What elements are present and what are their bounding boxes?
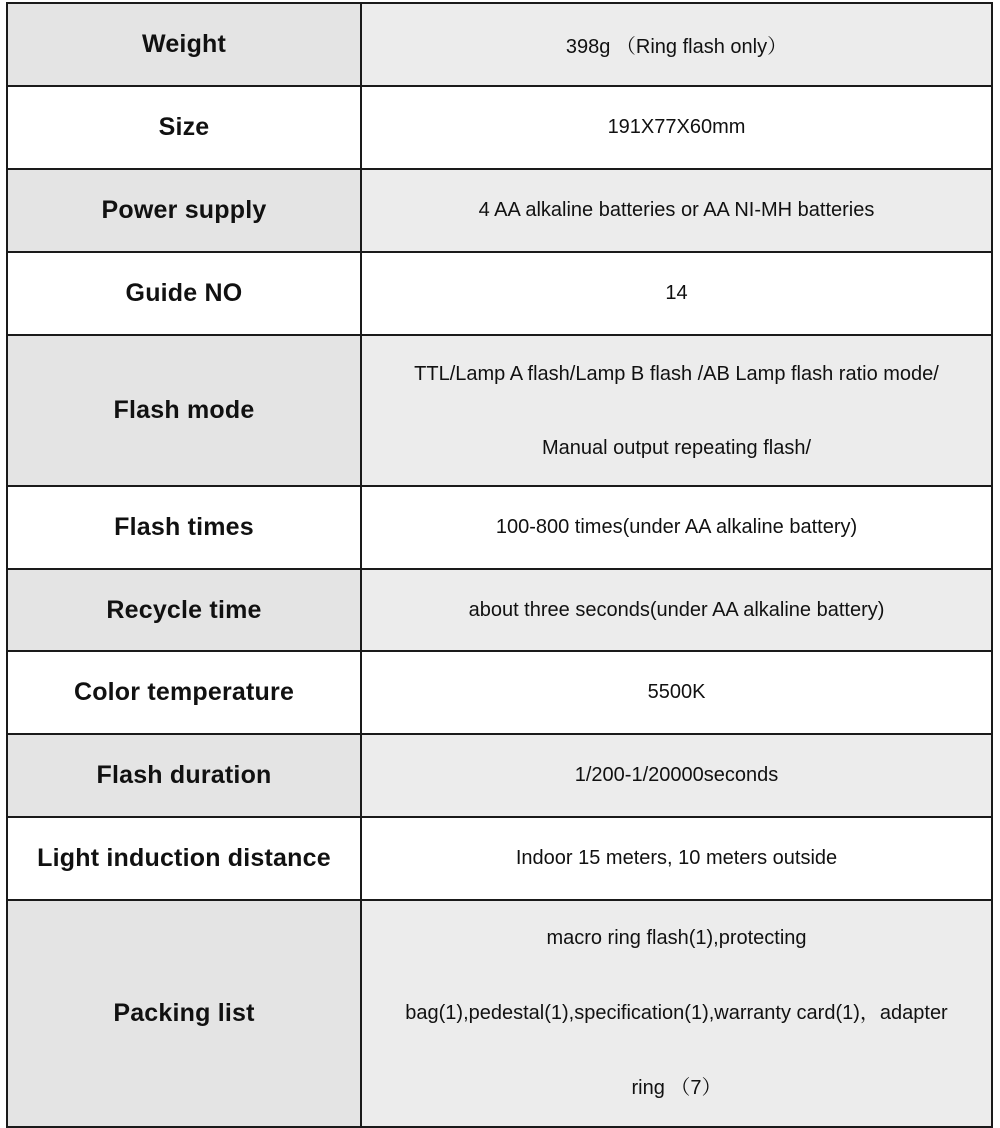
spec-label: Power supply <box>7 169 361 252</box>
spec-label: Packing list <box>7 900 361 1127</box>
spec-label: Color temperature <box>7 651 361 734</box>
spec-label: Size <box>7 86 361 169</box>
spec-value: 100-800 times(under AA alkaline battery) <box>361 486 992 569</box>
spec-value: 4 AA alkaline batteries or AA NI-MH batteries <box>361 169 992 252</box>
spec-value <box>361 335 992 486</box>
spec-value: 1/200-1/20000seconds <box>361 734 992 817</box>
spec-value: about three seconds(under AA alkaline battery) <box>361 569 992 651</box>
spec-label: Flash duration <box>7 734 361 817</box>
spec-row-recycle-time <box>7 569 992 651</box>
spec-value <box>361 900 992 1127</box>
spec-value: 5500K <box>361 651 992 734</box>
spec-row-flash-times <box>7 486 992 569</box>
spec-label: Weight <box>7 3 361 86</box>
spec-value-line: TTL/Lamp A flash/Lamp B flash /AB Lamp flash ratio mode/ <box>414 362 939 385</box>
spec-row-guide-no <box>7 252 992 335</box>
spec-label: Flash times <box>7 486 361 569</box>
spec-row-flash-duration <box>7 734 992 817</box>
spec-value-line: bag(1),pedestal(1),specification(1),warranty card(1)，adapter <box>405 1002 948 1024</box>
spec-row-packing-list <box>7 900 992 1127</box>
spec-row-size <box>7 86 992 169</box>
spec-label: Guide NO <box>7 252 361 335</box>
spec-value-line: macro ring flash(1),protecting <box>546 927 807 949</box>
spec-table <box>6 2 993 1128</box>
spec-row-color-temperature <box>7 651 992 734</box>
spec-row-flash-mode <box>7 335 992 486</box>
spec-value: 191X77X60mm <box>361 86 992 169</box>
spec-value: 398g （Ring flash only） <box>361 3 992 86</box>
spec-value: 14 <box>361 252 992 335</box>
spec-label: Light induction distance <box>7 817 361 900</box>
spec-value-line: ring （7） <box>631 1077 722 1099</box>
spec-row-power-supply <box>7 169 992 252</box>
spec-row-light-induction-distance <box>7 817 992 900</box>
spec-label: Flash mode <box>7 335 361 486</box>
spec-row-weight <box>7 3 992 86</box>
spec-label: Recycle time <box>7 569 361 651</box>
spec-value-line: Manual output repeating flash/ <box>541 436 812 459</box>
spec-value: Indoor 15 meters, 10 meters outside <box>361 817 992 900</box>
